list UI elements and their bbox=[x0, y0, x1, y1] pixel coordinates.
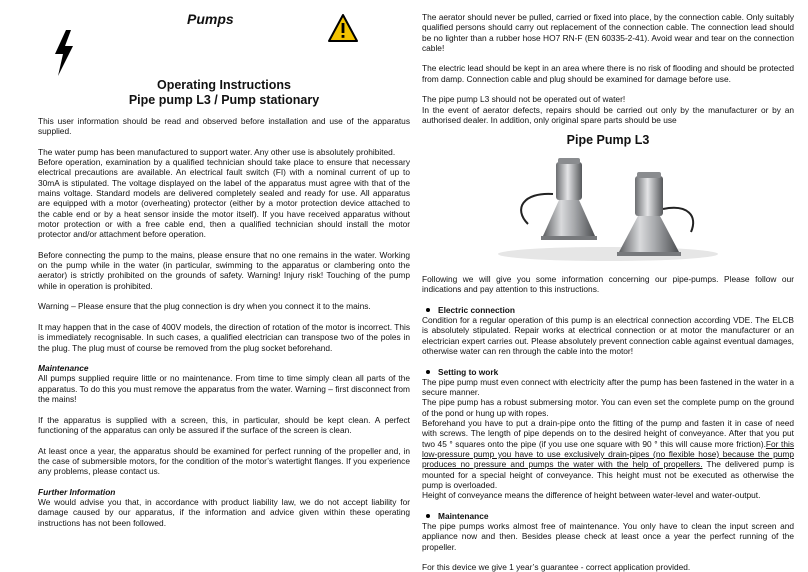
annual-check-paragraph: At least once a year, the apparatus should be examined for perfect running of the propeller and, in the case of submersible motors, for the condition of the motor’s watertight flanges. If you experience any problems, please contact us. bbox=[38, 445, 410, 477]
setting-paragraph-4: Height of conveyance means the difference of height between water-level and water-output. bbox=[422, 490, 761, 501]
pump-section-title: Pipe Pump L3 bbox=[566, 133, 650, 148]
setting-paragraph-2: The pipe pump has a robust submersing motor. You can even set the complete pump on the ground of the pond or hung up with ropes. bbox=[422, 397, 794, 418]
left-column bbox=[38, 116, 410, 528]
cable-paragraph: The aerator should never be pulled, carried or fixed into place, by the connection cable. Only suitably qualified persons should carry out replacement of the connection cable. The connection lead should be no lighter than a rubber hose HO7 RN-F (EN 60335-2-41). Avoid wear and tear on the connection cable! bbox=[422, 12, 794, 53]
maintenance-heading: Maintenance bbox=[38, 363, 89, 374]
pipe-pump-intro-paragraph: Following we will give you some information concerning our pipe-pumps. Please follow our indications and pay attention to this instructions. bbox=[422, 273, 794, 295]
title-line-2: Pipe pump L3 / Pump stationary bbox=[128, 93, 320, 107]
maintenance-paragraph: All pumps supplied require little or no maintenance. From time to time simply clean all parts of the apparatus. To do this you must remove the apparatus from the water. Warning – first disconnect from the mains! bbox=[38, 373, 410, 405]
screen-paragraph: If the apparatus is supplied with a screen, this, in particular, should be kept clean. A perfect functioning of the apparatus can only be assured if the surface of the screen is clean. bbox=[38, 414, 410, 435]
bullet-icon bbox=[426, 308, 430, 312]
repairs-paragraph: In the event of aerator defects, repairs should be carried out only by the manufacturer or by an authorised dealer. In addition, only original spare parts should be use bbox=[422, 104, 794, 125]
usage-paragraph: The water pump has been manufactured to support water. Any other use is absolutely prohibited. bbox=[38, 146, 396, 157]
maintenance-bullet-heading bbox=[422, 511, 794, 521]
intro-paragraph: This user information should be read and observed before installation and use of the apparatus supplied. bbox=[38, 116, 410, 137]
further-info-heading: Further Information bbox=[38, 486, 116, 497]
lead-paragraph: The electric lead should be kept in an area where there is no risk of flooding and should be protected from damp. Connection cable and plug should be examined for damage before use. bbox=[422, 63, 794, 84]
setting-text-underlined: For this low-pressure pump you have to use exclusively drain-pipes (no flexible hose) because the pump produces no pressure and pumps the water with the help of propellers. bbox=[422, 438, 794, 470]
setting-text-post: The delivered pump is mounted for a special height of conveyance. This height must not be executed as otherwise the pump is overloaded. bbox=[422, 459, 794, 490]
setting-paragraph-1: The pipe pump must even connect with electricity after the pump has been fastened in the water in a secure manner. bbox=[422, 376, 794, 398]
pipe-pump-photo bbox=[483, 154, 733, 264]
electric-connection-paragraph: Condition for a regular operation of this pump is an electrical connection according VDE. The ELCB is absolutely stipulated. Repair works at electrical connection or at motor the manufacturer or an electrician expert carries out. Please absolutely prevent connection cable against eventual damages, otherwise water can ren through the cable into the motor! bbox=[422, 315, 794, 356]
title-line-1: Operating Instructions bbox=[156, 78, 292, 92]
setting-to-work-heading bbox=[422, 367, 794, 377]
maintenance-bullet-label: Maintenance bbox=[438, 510, 489, 521]
bullet-icon bbox=[426, 370, 430, 374]
header-title: Pumps bbox=[187, 11, 234, 27]
setting-to-work-label: Setting to work bbox=[438, 366, 499, 377]
safety-paragraph: Before connecting the pump to the mains, please ensure that no one remains in the water. Working on the pump while in the water (in particular, swimming to the apparatus or clambering onto the aerator) is strictly prohibited on the grounds of safety. Warning! Injury risk! Touching of the pump while in operation is prohibited. bbox=[38, 249, 410, 291]
plug-warning-paragraph: Warning – Please ensure that the plug connection is dry when you connect it to the mains. bbox=[38, 301, 371, 312]
right-column bbox=[422, 12, 794, 572]
warning-triangle-icon bbox=[328, 14, 358, 42]
maintenance-bullet-paragraph: The pipe pumps works almost free of maintenance. You only have to clean the input screen and appliance now and then. Besides please check at least once a year the perfect running of the propeller. bbox=[422, 520, 794, 552]
bullet-icon bbox=[426, 514, 430, 518]
setting-paragraph-3 bbox=[422, 418, 794, 490]
electric-connection-heading bbox=[422, 305, 794, 315]
liability-paragraph: We would advise you that, in accordance with product liability law, we do not accept liability for damage caused by our apparatus, if the information and advice given within these operating instructions has not been followed. bbox=[38, 496, 410, 528]
setting-text-pre: Beforehand you have to put a drain-pipe onto the fitting of the pump and fasten it in case of need with screws. The length of pipe depends on to the desired height of conveyance. After that you put two 45 ° squares onto the pipe (if you use one square with 90 ° this will cause more friction). bbox=[422, 418, 794, 449]
document-title bbox=[38, 78, 410, 108]
rotation-paragraph: It may happen that in the case of 400V models, the direction of rotation of the motor is incorrect. This is immediately recognisable. In such cases, a qualified electrician can transpose two of the poles in the plug. The plug must of course be removed from the plug socket beforehand. bbox=[38, 321, 410, 353]
electric-connection-label: Electric connection bbox=[438, 304, 515, 315]
lightning-bolt-icon bbox=[52, 30, 76, 76]
out-of-water-paragraph: The pipe pump L3 should not be operated out of water! bbox=[422, 94, 626, 105]
precautions-paragraph: Before operation, examination by a qualified technician should take place to ensure that necessary electrical precautions are available. An electrical fault switch (FI) with a nominal current of up to 30mA is stipulated. The voltage displayed on the label of the apparatus must agree with that of the mains voltage. Standard models are delivered completely sealed and ready for use. All apparatus are equipped with a motor (overheating) protector (either by a motor protection device attached to the cable end or by a heat sensor inside the motor itself). If you have received apparatus without motor protection or with a free cable end, then a qualified technician should install the motor protector and/or attachment before operation. bbox=[38, 157, 410, 240]
guarantee-paragraph: For this device we give 1 year’s guarantee - correct application provided. bbox=[422, 562, 691, 572]
